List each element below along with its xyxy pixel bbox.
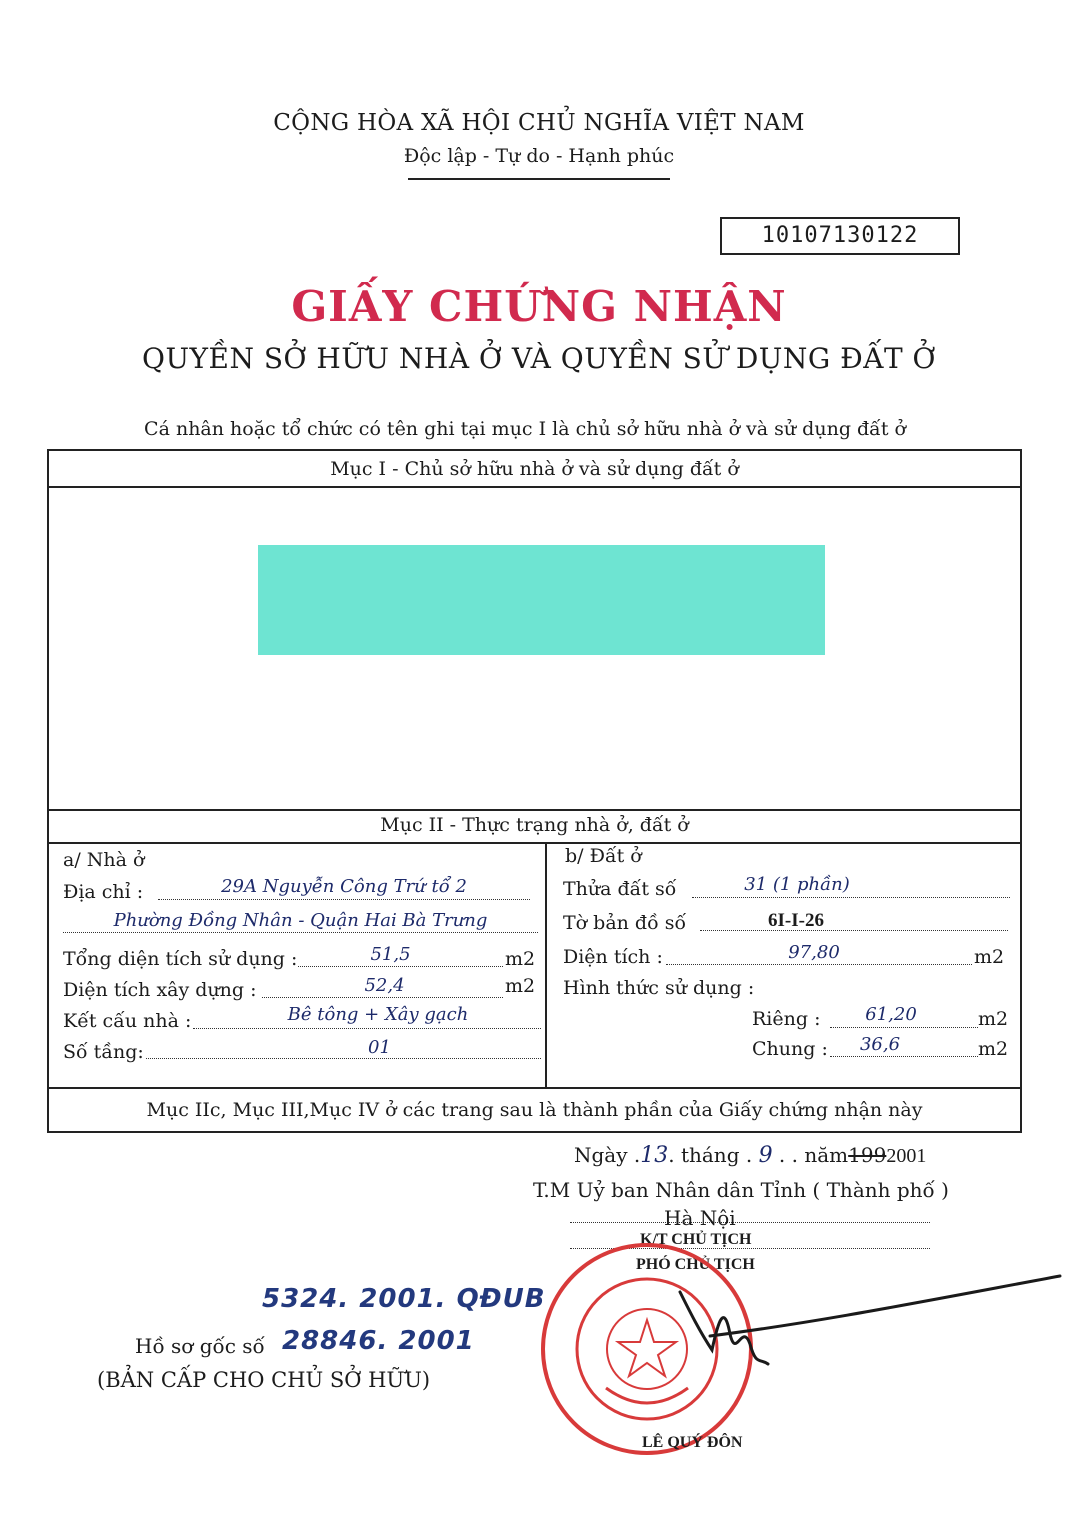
land-area-unit: m2: [974, 946, 1005, 968]
address-line2-value: Phường Đồng Nhân - Quận Hai Bà Trưng: [113, 910, 488, 931]
shared-label: Chung :: [752, 1038, 828, 1060]
map-dotline: [700, 930, 1008, 931]
structure-value: Bê tông + Xây gạch: [287, 1004, 469, 1025]
floors-dotline: [146, 1058, 541, 1059]
date-year-label: năm: [804, 1143, 849, 1167]
floors-label: Số tầng:: [63, 1041, 144, 1063]
shared-unit: m2: [978, 1038, 1009, 1060]
map-label: Tờ bản đồ số: [563, 912, 687, 934]
section2-title-divider: [47, 842, 1022, 844]
address-label: Địa chỉ :: [63, 881, 144, 903]
file-label: Hồ sơ gốc số: [135, 1334, 265, 1358]
address-dotline-1: [158, 899, 530, 900]
plot-dotline: [692, 897, 1010, 898]
address-dotline-2: [63, 932, 538, 933]
intro-text: Cá nhân hoặc tổ chức có tên ghi tại mục I là chủ sở hữu nhà ở và sử dụng đất ở: [144, 418, 906, 440]
land-area-dotline: [666, 964, 972, 965]
date-year-struck: 199: [848, 1143, 887, 1167]
construction-area-dotline: [262, 997, 503, 998]
structure-label: Kết cấu nhà :: [63, 1010, 192, 1032]
address-line1-value: 29A Nguyễn Công Trứ tổ 2: [221, 876, 467, 897]
floors-value: 01: [368, 1037, 391, 1058]
national-motto: Độc lập - Tự do - Hạnh phúc: [403, 145, 675, 167]
authority-line: T.M Uỷ ban Nhân dân Tỉnh ( Thành phố ): [533, 1178, 949, 1202]
land-area-label: Diện tích :: [563, 946, 663, 968]
total-area-unit: m2: [505, 948, 536, 970]
plot-value: 31 (1 phần): [744, 874, 850, 895]
country-header: CỘNG HÒA XÃ HỘI CHỦ NGHĨA VIỆT NAM: [273, 110, 805, 136]
footer-note: Mục IIc, Mục III,Mục IV ở các trang sau là thành phần của Giấy chứng nhận này: [146, 1099, 923, 1121]
construction-area-label: Diện tích xây dựng :: [63, 979, 257, 1001]
role-vice-chair: PHÓ CHỦ TỊCH: [636, 1256, 755, 1273]
role-vice-chair-on-behalf: K/T CHỦ TỊCH: [640, 1231, 752, 1248]
document-title: GIẤY CHỨNG NHẬN: [291, 282, 787, 331]
date-line: Ngày .13. tháng . 9 . . năm1992001: [574, 1143, 927, 1168]
city-name: Hà Nội: [664, 1206, 736, 1230]
total-area-value: 51,5: [370, 944, 411, 965]
copy-note: (BẢN CẤP CHO CHỦ SỞ HỮU): [97, 1368, 431, 1392]
private-dotline: [830, 1027, 978, 1028]
serial-number: 10107130122: [720, 217, 960, 255]
header-underline: [408, 178, 670, 180]
date-year: 2001: [886, 1145, 927, 1167]
date-month-label: tháng: [680, 1143, 740, 1167]
date-month: 9: [758, 1143, 773, 1168]
owner-redaction: [258, 545, 825, 655]
structure-dotline: [193, 1028, 541, 1029]
date-day-label: Ngày: [574, 1143, 628, 1167]
private-unit: m2: [978, 1008, 1009, 1030]
map-value: 6I-I-26: [768, 910, 824, 931]
usage-label: Hình thức sử dụng :: [563, 977, 755, 999]
construction-area-unit: m2: [505, 975, 536, 997]
land-heading: b/ Đất ở: [565, 845, 642, 867]
section2-title: Mục II - Thực trạng nhà ở, đất ở: [380, 814, 689, 836]
signer-name: LÊ QUÝ ĐÔN: [642, 1434, 743, 1451]
private-value: 61,20: [865, 1004, 917, 1025]
house-heading: a/ Nhà ở: [63, 849, 145, 871]
private-label: Riêng :: [752, 1008, 821, 1030]
construction-area-value: 52,4: [364, 975, 405, 996]
total-area-label: Tổng diện tích sử dụng :: [63, 948, 298, 970]
signature-stroke: [600, 1262, 1070, 1392]
shared-value: 36,6: [859, 1034, 901, 1055]
date-day: 13: [640, 1143, 669, 1168]
document-subtitle: QUYỀN SỞ HỮU NHÀ Ở VÀ QUYỀN SỬ DỤNG ĐẤT Ở: [142, 342, 936, 375]
total-area-dotline: [298, 966, 503, 967]
file-number: 28846. 2001: [282, 1326, 475, 1356]
shared-dotline: [830, 1056, 978, 1057]
plot-label: Thửa đất số: [563, 878, 677, 900]
section1-title-divider: [47, 486, 1022, 488]
decision-register-number: 5324. 2001. QĐUB: [262, 1284, 546, 1314]
section1-title: Mục I - Chủ sở hữu nhà ở và sử dụng đất ở: [330, 458, 739, 480]
land-area-value: 97,80: [788, 942, 840, 963]
city-dotline: [570, 1222, 930, 1223]
